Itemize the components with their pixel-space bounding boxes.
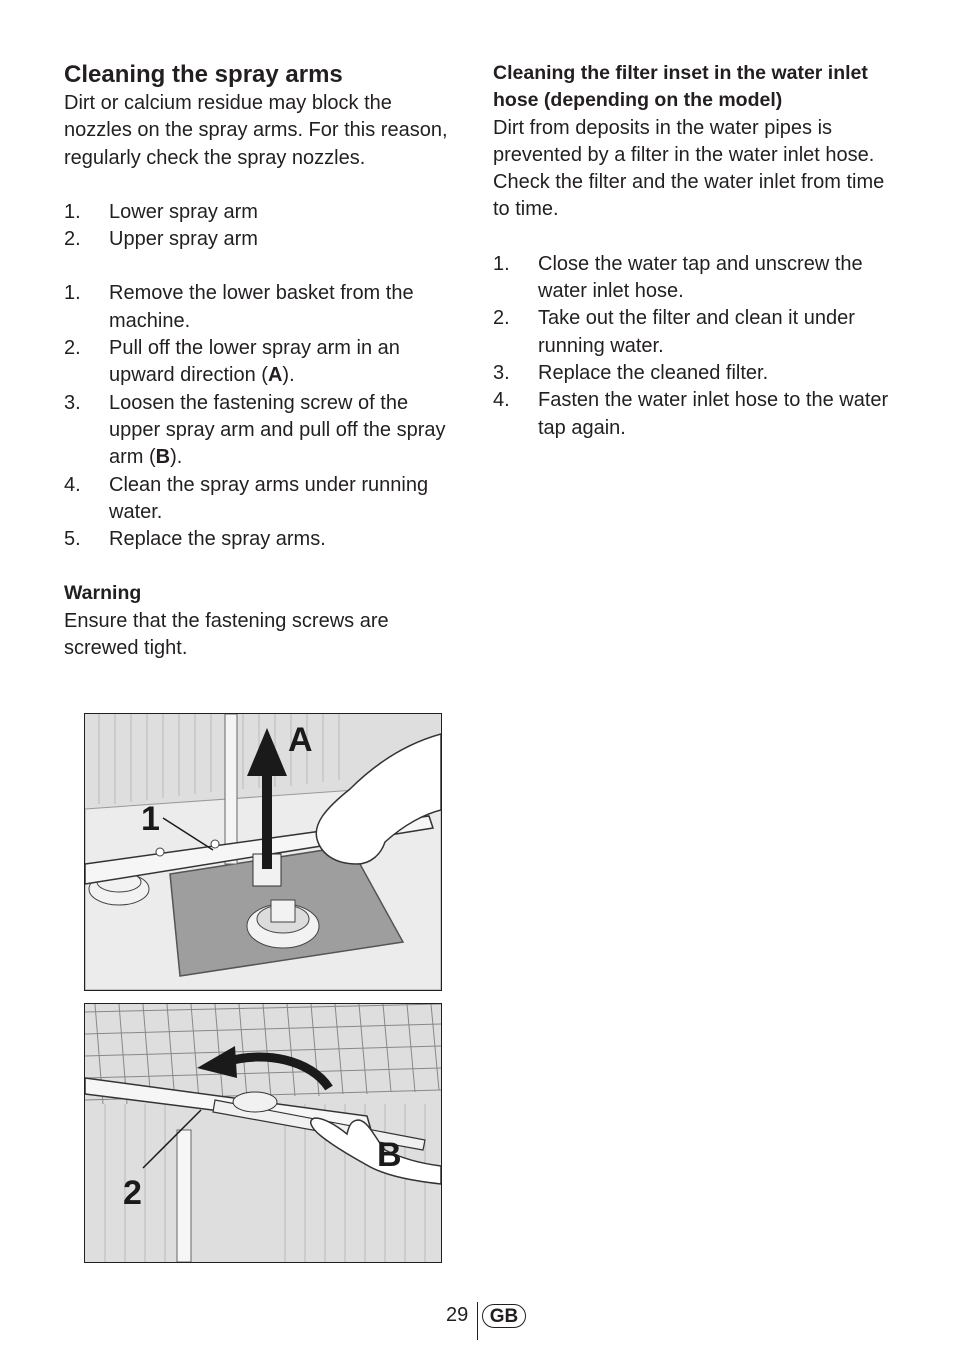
list-item: 5. Replace the spray arms. (64, 528, 326, 551)
list-item: 4. Fasten the water inlet hose to the water tap again. (493, 389, 889, 439)
filter-steps-list (493, 251, 893, 442)
section-title-spray-arms: Cleaning the spray arms (64, 61, 343, 88)
arrow-shaft (262, 774, 272, 869)
language-badge: GB (482, 1304, 526, 1328)
spray-arm-steps-list (64, 280, 464, 553)
warning-title: Warning (64, 582, 142, 605)
page-number: 29 (446, 1304, 469, 1326)
upper-spray-arm-illustration (84, 1003, 442, 1263)
figure-label-2: 2 (123, 1174, 142, 1212)
warning-text: Ensure that the fastening screws are screwed tight. (64, 609, 389, 660)
spray-arm-hub (233, 1092, 277, 1112)
left-column (64, 60, 464, 662)
spray-arm-parts-list (64, 199, 464, 254)
figure-label-a: A (288, 721, 313, 759)
list-item: 2. Upper spray arm (64, 228, 258, 251)
list-item: 4. Clean the spray arms under running water. (64, 473, 429, 523)
spray-arms-intro: Dirt or calcium residue may block the nozzles on the spray arms. For this reason, regularly check the spray nozzles. (64, 92, 448, 169)
lower-spray-arm-illustration (84, 713, 442, 991)
figure-label-b: B (377, 1136, 402, 1174)
water-pipe (225, 714, 237, 864)
list-item: 1. Lower spray arm (64, 200, 258, 223)
list-item: 2. Pull off the lower spray arm in an upward direction (A). (64, 337, 400, 387)
filter-intro: Dirt from deposits in the water pipes is prevented by a filter in the water inlet hose. Check the filter and the water inlet from time to time. (493, 116, 885, 221)
list-item: 1. Remove the lower basket from the machine. (64, 282, 414, 332)
list-item: 3. Replace the cleaned filter. (493, 361, 769, 384)
list-item: 2. Take out the filter and clean it under running water. (493, 307, 855, 357)
section-title-filter: Cleaning the filter inset in the water inlet hose (depending on the model) (493, 62, 868, 112)
list-item: 1. Close the water tap and unscrew the water inlet hose. (493, 252, 863, 303)
right-column (493, 60, 893, 442)
list-item: 3. Loosen the fastening screw of the upper spray arm and pull off the spray arm (B). (64, 391, 446, 469)
footer-divider (477, 1302, 478, 1340)
figure-label-1: 1 (141, 800, 160, 838)
water-pipe (177, 1130, 191, 1262)
